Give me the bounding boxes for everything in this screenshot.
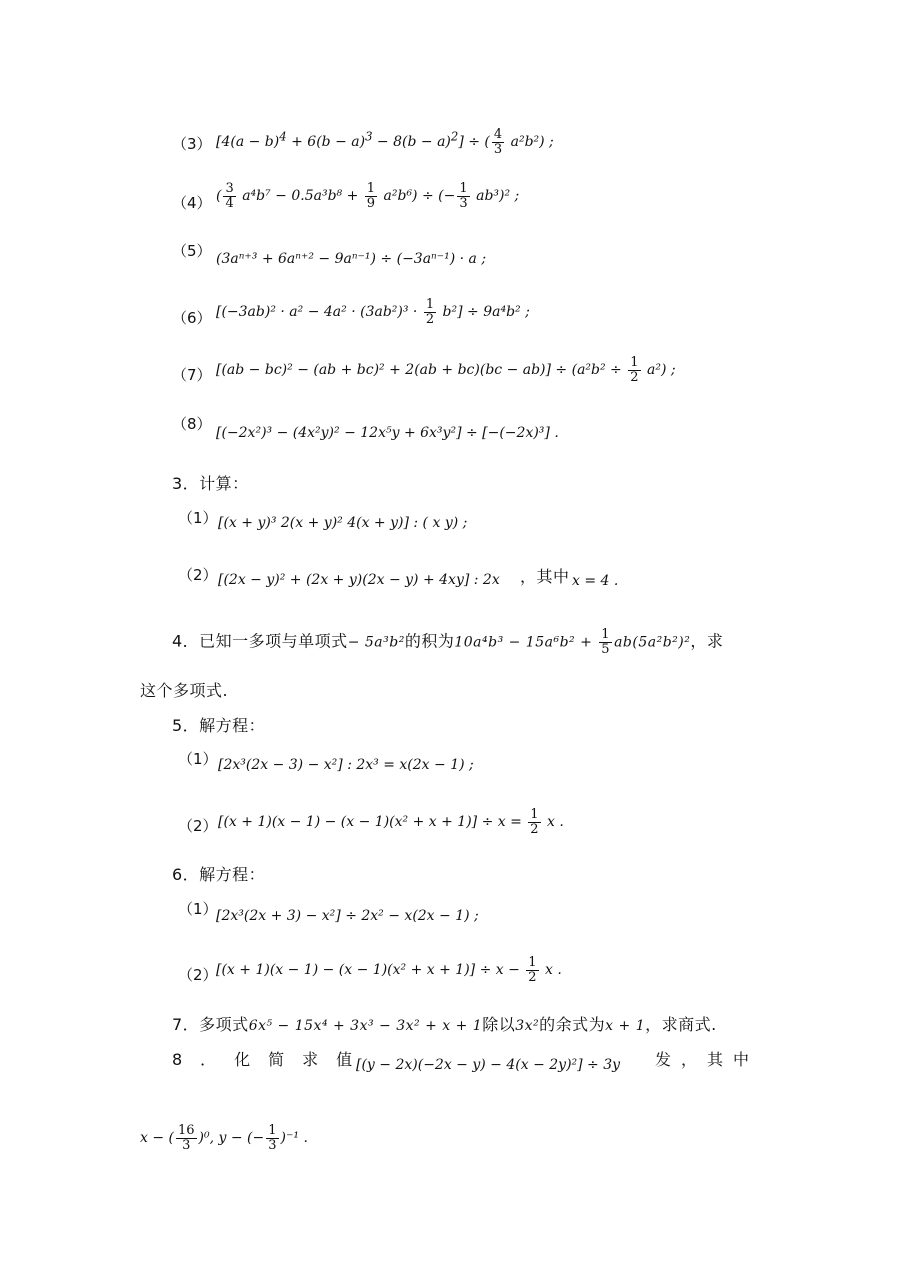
- problem-label: （3）: [172, 135, 212, 153]
- problem-label: （2）: [178, 817, 218, 835]
- problem-label: （4）: [172, 194, 212, 212]
- problem-label: （6）: [172, 309, 212, 327]
- problem-label: （2）: [178, 966, 218, 984]
- problem-label: （5）: [172, 242, 212, 260]
- math-expression: x − ( $\frac{16}{3}$ )⁰, y − (− $\frac{1}{3}$ )⁻¹ .: [140, 1123, 308, 1153]
- math-expression: [(x + y)³ 2(x + y)² 4(x + y)] : ( x y) ;: [218, 515, 468, 531]
- problem-label: （7）: [172, 366, 212, 384]
- math-expression: [(ab − bc)² − (ab + bc)² + 2(ab + bc)(bc − ab)] ÷ (a²b² ÷ $\frac{1}{2}$ a²) ;: [216, 355, 676, 385]
- problem-label: （1）: [178, 750, 218, 768]
- math-expression: [(y − 2x)(−2x − y) − 4(x − 2y)²] ÷ 3y: [356, 1057, 621, 1073]
- section-heading: 3．计算：: [172, 474, 249, 493]
- problem-text: 7．多项式6x⁵ − 15x⁴ + 3x³ − 3x² + x + 1除以3x²的余式为x + 1，求商式.: [172, 1015, 717, 1034]
- condition-expression: x = 4 .: [572, 573, 619, 589]
- problem-text: 发，其中: [655, 1050, 760, 1069]
- math-expression: [(x + 1)(x − 1) − (x − 1)(x² + x + 1)] ÷ x − $\frac{1}{2}$ x .: [216, 955, 562, 985]
- math-expression: $[4(a - b)^4 + 6(b - a)^3 - 8(b - a)^2]$ ÷ ( $\frac{4}{3}$ a²b²) ;: [216, 127, 554, 157]
- math-expression: [2x³(2x + 3) − x²] ÷ 2x² − x(2x − 1) ;: [216, 908, 479, 924]
- problem-label: （1）: [178, 509, 218, 527]
- problem-text: 8．化简求值: [172, 1050, 371, 1069]
- problem-label: （1）: [178, 900, 218, 918]
- problem-label: （2）: [178, 566, 218, 584]
- section-heading: 5．解方程：: [172, 716, 266, 735]
- problem-text: 4．已知一多项与单项式− 5a³b²的积为10a⁴b³ − 15a⁶b² + $\frac{1}{5}$ ab(5a²b²)²，求: [172, 627, 724, 657]
- condition-label: ，其中: [520, 567, 570, 586]
- math-expression: [(2x − y)² + (2x + y)(2x − y) + 4xy] : 2x: [218, 572, 500, 588]
- problem-label: （8）: [172, 415, 212, 433]
- math-expression: [(x + 1)(x − 1) − (x − 1)(x² + x + 1)] ÷ x = $\frac{1}{2}$ x .: [218, 807, 564, 837]
- math-expression: ( $\frac{3}{4}$ a⁴b⁷ − 0.5a³b⁸ + $\frac{1}{9}$ a²b⁶) ÷ (− $\frac{1}{3}$ ab³)² ;: [216, 181, 520, 211]
- math-expression: [(−3ab)² · a² − 4a² · (3ab²)³ · $\frac{1}{2}$ b²] ÷ 9a⁴b² ;: [216, 297, 530, 327]
- math-expression: [2x³(2x − 3) − x²] : 2x³ = x(2x − 1) ;: [218, 757, 474, 773]
- math-expression: [(−2x²)³ − (4x²y)² − 12x⁵y + 6x³y²] ÷ [−(−2x)³] .: [216, 425, 559, 441]
- section-heading: 6．解方程：: [172, 865, 266, 884]
- problem-text-continued: 这个多项式.: [140, 681, 229, 700]
- math-expression: (3aⁿ⁺³ + 6aⁿ⁺² − 9aⁿ⁻¹) ÷ (−3aⁿ⁻¹) · a ;: [216, 251, 487, 267]
